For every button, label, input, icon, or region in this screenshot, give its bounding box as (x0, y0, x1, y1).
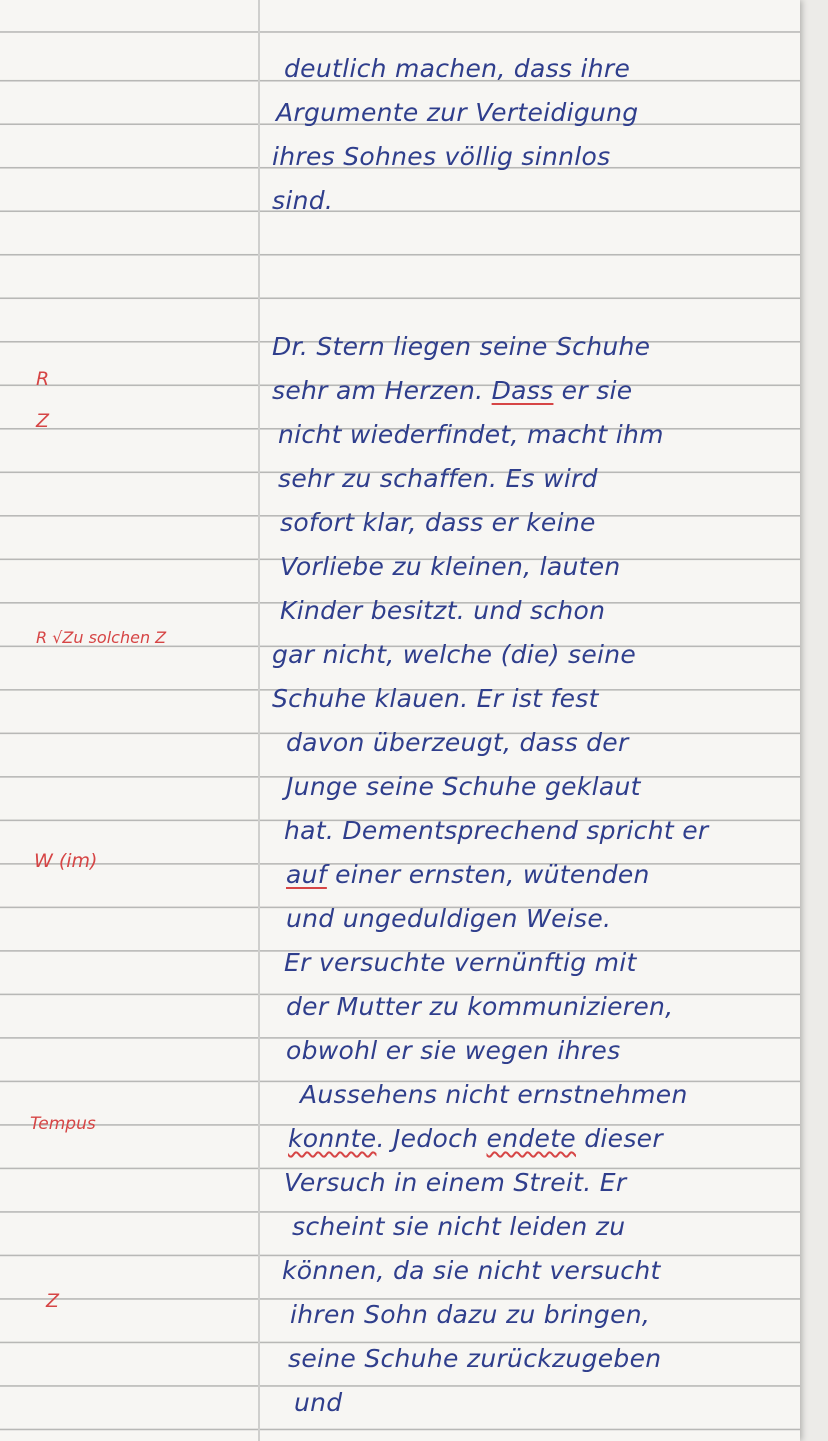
text-line: ihren Sohn dazu zu bringen, (290, 1300, 651, 1329)
underlined-word: Dass (491, 376, 554, 405)
text-line: sehr am Herzen. Dass er sie (272, 376, 633, 405)
text-line: sofort klar, dass er keine (280, 508, 596, 537)
text-line: Schuhe klauen. Er ist fest (272, 684, 599, 713)
text-line: der Mutter zu kommunizieren, (286, 992, 674, 1021)
margin-note-w-im: W (im) (34, 850, 98, 872)
text-line: Versuch in einem Streit. Er (284, 1168, 627, 1197)
text-line: ihres Sohnes völlig sinnlos (272, 142, 611, 171)
margin-note-tempus: Tempus (30, 1114, 96, 1134)
text-line: obwohl er sie wegen ihres (286, 1036, 621, 1065)
text-line: scheint sie nicht leiden zu (292, 1212, 626, 1241)
text-line: konnte. Jedoch endete dieser (288, 1124, 663, 1153)
text-line: Junge seine Schuhe geklaut (286, 772, 641, 801)
text-line: sehr zu schaffen. Es wird (278, 464, 598, 493)
text-line: Argumente zur Verteidigung (276, 98, 639, 127)
margin-note-r: R (36, 368, 50, 390)
text-line: Vorliebe zu kleinen, lauten (280, 552, 621, 581)
text-line: davon überzeugt, dass der (286, 728, 629, 757)
text-line: können, da sie nicht versucht (282, 1256, 661, 1285)
margin-note-zu-solchen: R √Zu solchen Z (36, 628, 167, 647)
underlined-word: auf (286, 860, 327, 889)
wavy-underlined-word: konnte (288, 1124, 377, 1153)
text-line: Er versuchte vernünftig mit (284, 948, 637, 977)
text-line: hat. Dementsprechend spricht er (284, 816, 709, 845)
wavy-underlined-word: endete (486, 1124, 576, 1153)
text-line: Kinder besitzt. und schon (280, 596, 606, 625)
text-line: gar nicht, welche (die) seine (272, 640, 637, 669)
text-line: sind. (272, 186, 334, 215)
text-line: nicht wiederfindet, macht ihm (278, 420, 664, 449)
margin-line (258, 0, 260, 1441)
text-line: Aussehens nicht ernstnehmen (300, 1080, 688, 1109)
text-line: Dr. Stern liegen seine Schuhe (272, 332, 651, 361)
text-line: und (294, 1388, 343, 1417)
text-line: auf einer ernsten, wütenden (286, 860, 650, 889)
text-line: und ungeduldigen Weise. (286, 904, 612, 933)
text-line: deutlich machen, dass ihre (284, 54, 631, 83)
text-line: seine Schuhe zurückzugeben (288, 1344, 662, 1373)
margin-note-z-bottom: Z (46, 1290, 60, 1312)
margin-note-z: Z (36, 410, 50, 432)
